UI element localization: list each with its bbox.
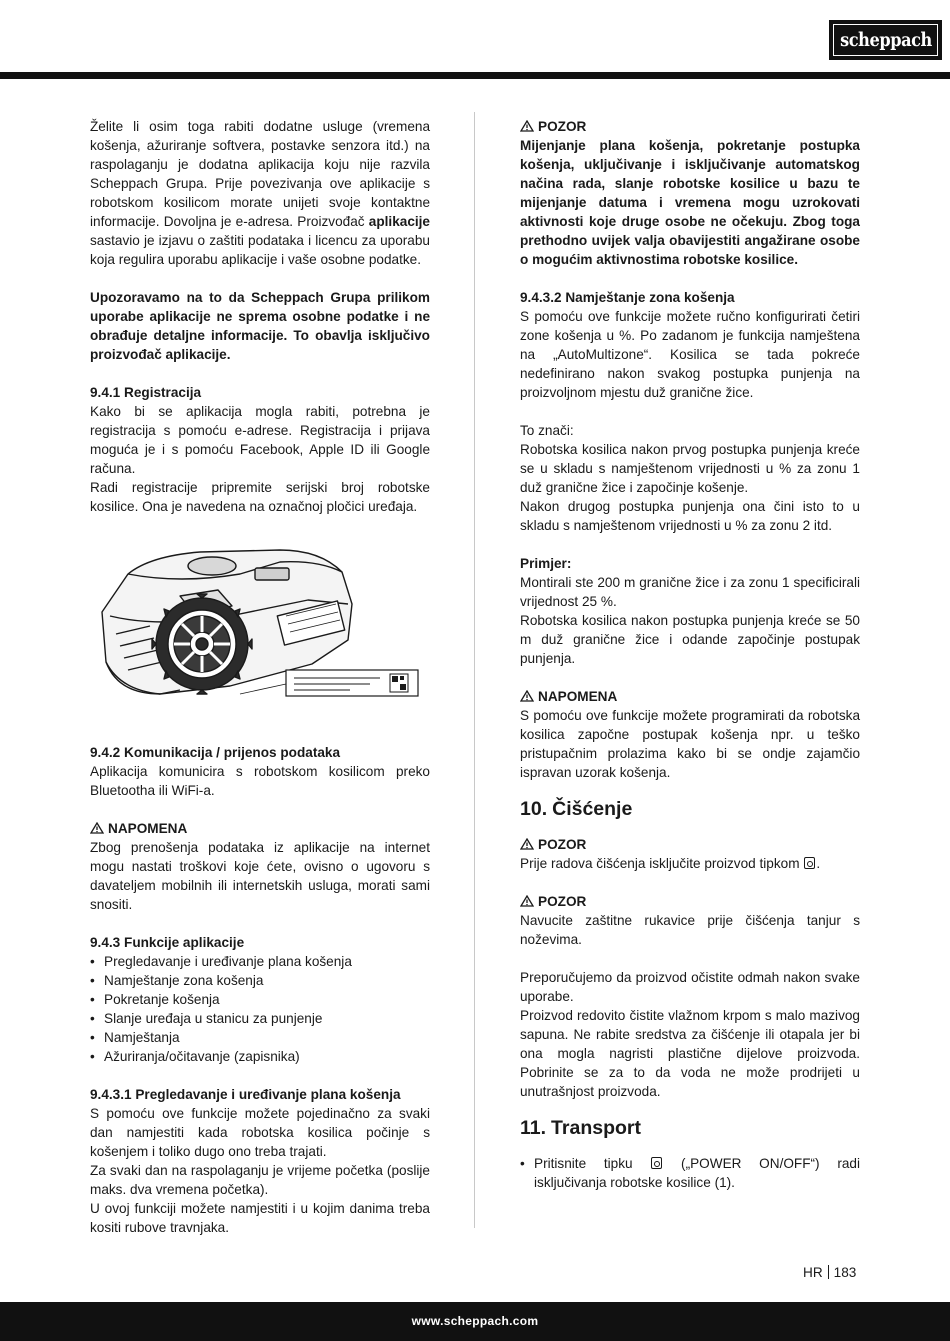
heading-registration: 9.4.1 Registracija (90, 385, 202, 400)
registration-paragraph: Kako bi se aplikacija mogla rabiti, potrebna je registracija s pomoću e-adrese. Registracija i prijava moguća je i s pomoću Facebook, Apple ID ili Google računa. (90, 404, 430, 476)
footer-url: www.scheppach.com (411, 1314, 539, 1328)
communication-paragraph: Aplikacija komunicira s robotskom kosilicom preko Bluetootha ili WiFi-a. (90, 764, 430, 798)
list-item: • Namještanja (90, 1028, 430, 1047)
example-heading: Primjer: (520, 556, 572, 571)
mowing-plan-paragraph: S pomoću ove funkcije možete pojedinačno za svaki dan namjestiti kada robotska kosilica počinje s košenjem i toliko dugo ono treba trajati. (90, 1106, 430, 1159)
power-button-icon (804, 857, 815, 869)
note-heading-passages: NAPOMENA (520, 687, 860, 706)
list-item: • Pregledavanje i uređivanje plana košenja (90, 952, 430, 971)
power-button-icon (651, 1157, 662, 1169)
warning-cleaning-off-text: Prije radova čišćenja isključite proizvod tipkom . (520, 856, 821, 871)
edge-mowing-paragraph: U ovoj funkciji možete namjestiti i u kojim danima treba kositi rubove travnjaka. (90, 1201, 430, 1235)
list-item: • Pokretanje košenja (90, 990, 430, 1009)
start-time-paragraph: Za svaki dan na raspolaganju je vrijeme početka (poslije maks. dva vremena početka). (90, 1163, 430, 1197)
example-wire-paragraph: Montirali ste 200 m granične žice i za zonu 1 specificirali vrijednost 25 %. (520, 575, 860, 609)
zone1-paragraph: Robotska kosilica nakon prvog postupka punjenja kreće se u skladu s namještenom vrijednosti u % za zonu 1 duž granične žice i započinje košenje. (520, 442, 860, 495)
note-data-costs-text: Zbog prenošenja podataka iz aplikacije na internet mogu nastati troškovi koje ćete, ovisno o ugovoru s davateljem mobilnih ili internetskih usluga, morati sami snositi. (90, 840, 430, 912)
section-heading-cleaning: 10. Čišćenje (520, 798, 633, 820)
cleaning-instructions: Proizvod redovito čistite vlažnom krpom s malo mazivog sapuna. Ne rabite sredstva za čišćenje ili otapala jer bi ona mogla nagristi plastične dijelove proizvoda. Pobrinite se za to da voda ne može prodrijeti u unutrašnjost proizvoda. (520, 1008, 860, 1099)
warning-triangle-icon (520, 120, 534, 132)
warning-triangle-icon (520, 838, 534, 850)
scheppach-logo (829, 20, 942, 60)
footer-bar (0, 1302, 950, 1341)
heading-communication: 9.4.2 Komunikacija / prijenos podataka (90, 745, 341, 760)
data-privacy-notice: Upozoravamo na to da Scheppach Grupa prilikom uporabe aplikacije ne sprema osobne podatke i ne obrađuje detaljne informacije. To obavlja isključivo proizvođač aplikacije. (90, 290, 430, 362)
meaning-intro: To znači: (520, 423, 574, 438)
warning-heading-cleaning-off: POZOR (520, 835, 860, 854)
list-item: • Namještanje zona košenja (90, 971, 430, 990)
serial-number-paragraph: Radi registracije pripremite serijski broj robotske kosilice. Ona je navedena na označnoj pločici uređaja. (90, 480, 430, 514)
right-column (520, 117, 860, 1192)
example-result-paragraph: Robotska kosilica nakon postupka punjenja kreće se 50 m duž granične žice i odande započinje postupak punjenja. (520, 613, 860, 666)
app-functions-list (90, 952, 430, 1066)
zone2-paragraph: Nakon drugog postupka punjenja ona čini isto to u skladu s namještenom vrijednosti u % za zonu 2 itd. (520, 499, 860, 533)
note-heading-data-costs: NAPOMENA (90, 819, 430, 838)
page-number: HR 183 (803, 1265, 857, 1280)
app-intro-paragraph: Želite li osim toga rabiti dodatne usluge (vremena košenja, ažuriranje softvera, postavke senzora itd.) na raspolaganju je dodatna aplikacija koju nije razvila Scheppach Grupa. Prije povezivanja ove aplikacije s robotskom kosilicom morate unijeti svoje kontaktne informacije. Dovoljna je e-adresa. Proizvođač aplikacije sastavio je izjavu o zaštiti podataka i licencu za uporabu koja regulira uporabu aplikacije i vaše osobne podatke. (90, 119, 430, 267)
mowing-zones-paragraph: S pomoću ove funkcije možete ručno konfigurirati četiri zone košenja u %. Po zadanom je funkcija namještena na „AutoMultizone“. Kosilica se tada pokreće nedefinirano nakon svakog postupka punjenja na proizvoljnom mjestu duž granične žice. (520, 309, 860, 400)
section-heading-transport: 11. Transport (520, 1117, 641, 1139)
warning-schedule-text: Mijenjanje plana košenja, pokretanje postupka košenja, uključivanje i isključivanje automatskog načina rada, slanje robotske kosilice u bazu te mijenjanje datuma i vremena mogu uzrokovati aktivnosti koje druge osobe ne očekuju. Zbog toga prethodno uvijek valja obavijestiti angažirane osobe o mogućim aktivnostima robotske kosilice. (520, 138, 860, 267)
left-column (90, 117, 430, 1237)
robot-mower-illustration (90, 544, 430, 714)
note-passages-text: S pomoću ove funkcije možete programirati da robotska kosilica započne postupak košenja npr. u teško pristupačnim prolazima kako bi se ondje zajamčio ispravan uzorak košenja. (520, 708, 860, 780)
transport-list-item: • Pritisnite tipku („POWER ON/OFF“) radi isključivanja robotske kosilice (1). (520, 1154, 860, 1192)
heading-mowing-plan: 9.4.3.1 Pregledavanje i uređivanje plana košenja (90, 1087, 401, 1102)
logo-text: scheppach (839, 28, 932, 51)
heading-mowing-zones: 9.4.3.2 Namještanje zona košenja (520, 290, 735, 305)
warning-heading-gloves: POZOR (520, 892, 860, 911)
heading-app-functions: 9.4.3 Funkcije aplikacije (90, 935, 245, 950)
list-item: • Slanje uređaja u stanicu za punjenje (90, 1009, 430, 1028)
warning-triangle-icon (520, 690, 534, 702)
warning-gloves-text: Navucite zaštitne rukavice prije čišćenja tanjur s noževima. (520, 913, 860, 947)
header-rule (0, 72, 950, 79)
warning-triangle-icon (520, 895, 534, 907)
column-divider (474, 112, 475, 1228)
cleaning-recommendation: Preporučujemo da proizvod očistite odmah nakon svake uporabe. (520, 970, 860, 1004)
list-item: • Ažuriranja/očitavanje (zapisnika) (90, 1047, 430, 1066)
warning-triangle-icon (90, 822, 104, 834)
warning-heading-schedule: POZOR (520, 117, 860, 136)
logo-frame (833, 24, 938, 56)
